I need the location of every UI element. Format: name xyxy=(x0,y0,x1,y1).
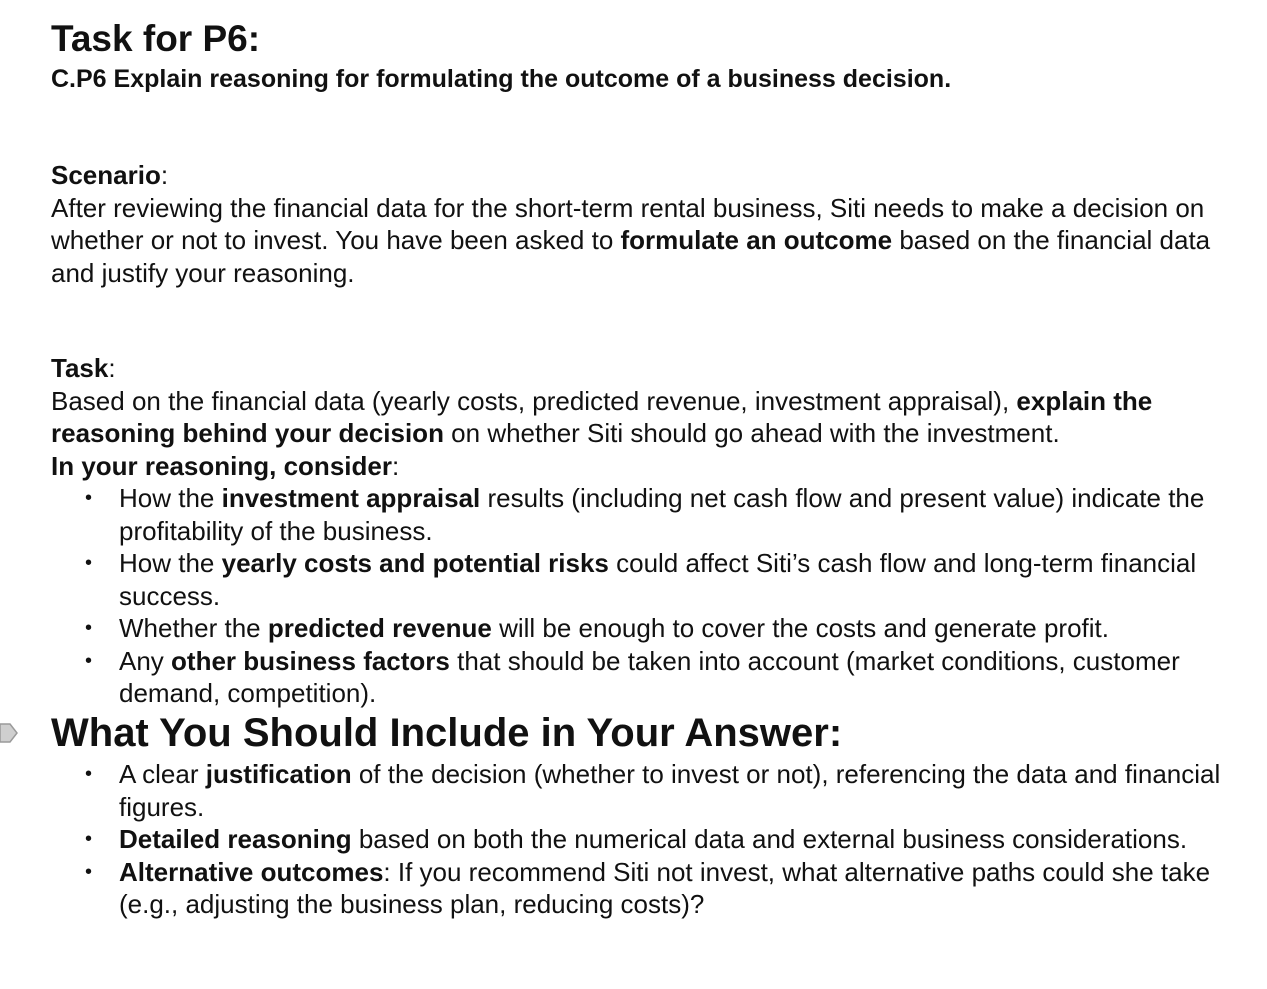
list-item: • Alternative outcomes: If you recommend Siti not invest, what alternative paths could she take (e.g., adjusting the business plan, reducing costs)? xyxy=(85,856,1211,919)
list-item: • How the investment appraisal results (including net cash flow and present value) indicate the profitability of the business. xyxy=(85,483,1205,546)
include-list xyxy=(51,758,1241,921)
list-item: • Detailed reasoning based on both the numerical data and external business considerations. xyxy=(85,824,1188,854)
consider-list xyxy=(51,482,1241,710)
bullet-icon: • xyxy=(85,649,93,672)
bullet-icon: • xyxy=(85,763,93,785)
task-label: Task: xyxy=(51,353,116,383)
bullet-icon: • xyxy=(85,617,93,639)
task-section xyxy=(51,352,1241,710)
bullet-icon: • xyxy=(85,860,93,883)
bullet-icon: • xyxy=(85,487,93,509)
bullet-icon: • xyxy=(85,552,93,574)
include-heading: What You Should Include in Your Answer: xyxy=(51,711,843,755)
list-item: • Any other business factors that should be taken into account (market conditions, customer demand, competition). xyxy=(85,645,1180,708)
arrow-tab-icon xyxy=(0,722,18,744)
consider-label: In your reasoning, consider: xyxy=(51,450,400,481)
criterion-subtitle: C.P6 Explain reasoning for formulating the outcome of a business decision. xyxy=(51,65,952,93)
task-paragraph: Based on the financial data (yearly costs, predicted revenue, investment appraisal), explain the reasoning behind your decision on whether Siti should go ahead with the investment. xyxy=(51,385,1153,448)
list-item: • Whether the predicted revenue will be enough to cover the costs and generate profit. xyxy=(85,613,1110,643)
page-title: Task for P6: xyxy=(51,18,261,59)
include-section xyxy=(51,758,1241,921)
scenario-paragraph: After reviewing the financial data for the short-term rental business, Siti needs to make a decision on whether or not to invest. You have been asked to formulate an outcome based on the financial data and justify your reasoning. xyxy=(51,192,1211,288)
list-item: • A clear justification of the decision (whether to invest or not), referencing the data and financial figures. xyxy=(85,759,1221,822)
bullet-icon: • xyxy=(85,828,93,850)
list-item: • How the yearly costs and potential risks could affect Siti’s cash flow and long-term financial success. xyxy=(85,548,1197,611)
scenario-section xyxy=(51,159,1241,289)
scenario-label: Scenario: xyxy=(51,160,169,190)
